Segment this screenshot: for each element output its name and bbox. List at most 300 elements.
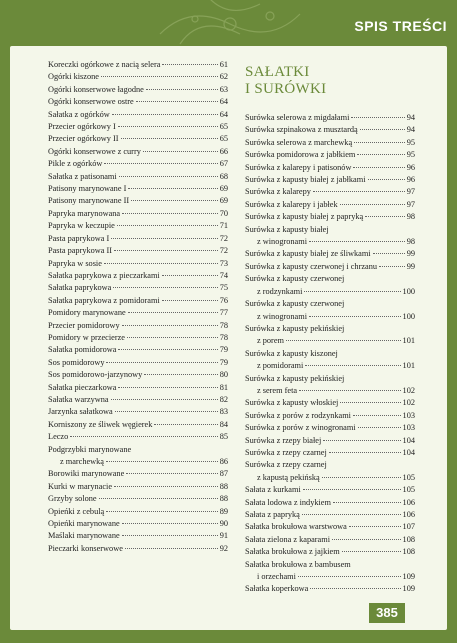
toc-entry-title: Sałata zielona z kaparami bbox=[245, 534, 330, 544]
dot-leader bbox=[162, 64, 217, 65]
dot-leader bbox=[118, 387, 217, 388]
toc-entry-title: Surówka z rzepy białej bbox=[245, 435, 322, 445]
toc-entry-title: Sos pomidorowy bbox=[48, 357, 105, 367]
toc-entry-page: 63 bbox=[219, 84, 228, 94]
toc-entry[interactable] bbox=[245, 174, 415, 186]
dot-leader bbox=[128, 188, 217, 189]
toc-entry-page: 83 bbox=[219, 407, 228, 417]
toc-entry-page: 69 bbox=[219, 184, 228, 194]
toc-entry-title: Patisony marynowane II bbox=[48, 196, 130, 206]
dot-leader bbox=[131, 200, 218, 201]
toc-entry-title: Leczo bbox=[48, 432, 69, 442]
toc-entry[interactable] bbox=[245, 534, 415, 546]
toc-entry-page: 70 bbox=[219, 208, 228, 218]
toc-entry-title: Sałatka paprykowa z pieczarkami bbox=[48, 270, 160, 280]
toc-entry-page: 99 bbox=[406, 261, 415, 271]
toc-entry-title: Sałata lodowa z indykiem bbox=[245, 497, 331, 507]
toc-entry[interactable] bbox=[245, 348, 415, 360]
toc-entry[interactable] bbox=[245, 286, 415, 298]
toc-entry-title: z winogronami bbox=[257, 237, 308, 247]
toc-entry[interactable] bbox=[48, 84, 228, 96]
dot-leader bbox=[305, 365, 400, 366]
toc-entry-page: 71 bbox=[219, 221, 228, 231]
dot-leader bbox=[310, 588, 400, 589]
toc-entry-title: Ogórki konserwowe łagodne bbox=[48, 84, 144, 94]
toc-entry[interactable] bbox=[245, 559, 415, 571]
dot-leader bbox=[117, 225, 218, 226]
dot-leader bbox=[125, 548, 218, 549]
dot-leader bbox=[104, 163, 217, 164]
toc-entry-page: 64 bbox=[219, 109, 228, 119]
toc-entry[interactable] bbox=[245, 298, 415, 310]
toc-entry-page: 86 bbox=[219, 457, 228, 466]
dot-leader bbox=[323, 440, 400, 441]
toc-entry[interactable] bbox=[48, 59, 228, 71]
dot-leader bbox=[298, 576, 401, 577]
toc-entry[interactable] bbox=[48, 506, 228, 518]
toc-entry-title: Surówka z kapusty białej ze śliwkami bbox=[245, 249, 371, 259]
toc-entry-page: 77 bbox=[219, 308, 228, 318]
dot-leader bbox=[309, 241, 405, 242]
toc-entry-title: Surówka z porów z rodzynkami bbox=[245, 410, 351, 420]
toc-entry[interactable] bbox=[48, 530, 228, 542]
toc-entry-page: 78 bbox=[219, 320, 228, 330]
toc-entry-title: Surówka szpinakowa z musztardą bbox=[245, 125, 358, 135]
toc-entry-page: 65 bbox=[219, 134, 228, 144]
toc-entry-page: 98 bbox=[406, 237, 415, 247]
toc-entry-page: 102 bbox=[402, 398, 415, 408]
dot-leader bbox=[122, 213, 218, 214]
toc-entry-page: 92 bbox=[219, 543, 228, 553]
dot-leader bbox=[351, 117, 404, 118]
toc-entry[interactable] bbox=[48, 121, 228, 133]
toc-entry[interactable] bbox=[245, 410, 415, 422]
toc-entry-page: 76 bbox=[219, 295, 228, 305]
toc-entry[interactable] bbox=[245, 124, 415, 136]
dot-leader bbox=[322, 477, 401, 478]
toc-entry-page: 106 bbox=[402, 510, 415, 519]
toc-entry-page: 82 bbox=[219, 394, 228, 404]
toc-entry-title: Papryka marynowana bbox=[48, 208, 121, 218]
toc-entry-page: 88 bbox=[219, 494, 228, 504]
dot-leader bbox=[118, 349, 217, 350]
toc-entry-title: Sałatka brokułowa z bambusem bbox=[245, 559, 351, 569]
toc-entry-title: Pomidory marynowane bbox=[48, 308, 126, 318]
toc-entry-page: 105 bbox=[402, 485, 415, 495]
toc-entry[interactable] bbox=[245, 273, 415, 285]
toc-entry[interactable] bbox=[48, 406, 228, 418]
toc-entry-page: 67 bbox=[219, 159, 228, 169]
toc-entry[interactable] bbox=[48, 468, 228, 480]
toc-entry-title: Sałatka z patisonami bbox=[48, 171, 117, 181]
toc-entry-title: z kapustą pekińską bbox=[257, 472, 320, 482]
toc-entry-page: 94 bbox=[406, 125, 415, 135]
dot-leader bbox=[299, 390, 400, 391]
toc-entry-page: 87 bbox=[219, 469, 228, 479]
toc-entry-page: 79 bbox=[219, 345, 228, 355]
toc-entry-page: 73 bbox=[219, 258, 228, 268]
toc-entry-title: Sałatka warzywna bbox=[48, 394, 109, 404]
toc-entry[interactable] bbox=[245, 546, 415, 558]
dot-leader bbox=[119, 176, 218, 177]
toc-entry-page: 66 bbox=[219, 146, 228, 156]
toc-entry[interactable] bbox=[245, 112, 415, 124]
toc-entry-page: 96 bbox=[406, 162, 415, 172]
toc-entry[interactable] bbox=[48, 233, 228, 245]
toc-entry-page: 106 bbox=[402, 497, 415, 507]
toc-entry[interactable] bbox=[48, 444, 228, 456]
toc-entry-page: 61 bbox=[219, 60, 228, 69]
toc-entry-page: 84 bbox=[219, 419, 228, 429]
toc-entry[interactable] bbox=[245, 497, 415, 509]
toc-entry-title: Surówka z kapusty pekińskiej bbox=[245, 373, 345, 383]
toc-entry-title: Surówka z kalarepy bbox=[245, 187, 311, 197]
toc-entry-title: z pomidorami bbox=[257, 361, 304, 371]
dot-leader bbox=[162, 275, 218, 276]
toc-entry[interactable] bbox=[245, 137, 415, 149]
toc-entry-title: Surówka selerowa z marchewką bbox=[245, 137, 353, 147]
toc-entry-title: Przecier pomidorowy bbox=[48, 320, 120, 330]
toc-entry-page: 105 bbox=[402, 472, 415, 482]
dot-leader bbox=[360, 129, 405, 130]
header-bar bbox=[0, 0, 457, 46]
toc-entry-title: Sałata z papryką bbox=[245, 510, 300, 519]
dot-leader bbox=[162, 300, 218, 301]
toc-entry-page: 62 bbox=[219, 72, 228, 82]
toc-entry[interactable] bbox=[48, 320, 228, 332]
toc-entry-page: 99 bbox=[406, 249, 415, 259]
toc-entry[interactable] bbox=[48, 71, 228, 83]
toc-entry[interactable] bbox=[245, 360, 415, 372]
toc-entry[interactable] bbox=[48, 258, 228, 270]
toc-entry-title: Sałatka paprykowa z pomidorami bbox=[48, 295, 160, 305]
toc-entry-title: z serem feta bbox=[257, 385, 298, 395]
toc-entry-title: z rodzynkami bbox=[257, 286, 303, 296]
footer-bar bbox=[0, 630, 457, 643]
toc-entry-title: z winogronami bbox=[257, 311, 308, 321]
toc-entry[interactable] bbox=[48, 394, 228, 406]
toc-entry-page: 98 bbox=[406, 212, 415, 222]
toc-entry-page: 100 bbox=[402, 311, 415, 321]
toc-entry-title: z marchewką bbox=[60, 457, 104, 466]
toc-entry-page: 72 bbox=[219, 233, 228, 243]
toc-entry[interactable] bbox=[48, 493, 228, 505]
dot-leader bbox=[302, 514, 401, 515]
dot-leader bbox=[114, 250, 218, 251]
toc-entry[interactable] bbox=[245, 484, 415, 496]
dot-leader bbox=[304, 291, 400, 292]
toc-entry-page: 85 bbox=[219, 432, 228, 442]
toc-entry-page: 72 bbox=[219, 246, 228, 256]
toc-entry[interactable] bbox=[48, 295, 228, 307]
dot-leader bbox=[122, 523, 218, 524]
dot-leader bbox=[106, 511, 217, 512]
toc-entry[interactable] bbox=[245, 186, 415, 198]
dot-leader bbox=[127, 337, 218, 338]
dot-leader bbox=[357, 154, 404, 155]
toc-entry[interactable] bbox=[245, 261, 415, 273]
dot-leader bbox=[136, 101, 218, 102]
toc-entry-page: 102 bbox=[402, 385, 415, 395]
toc-entry-page: 109 bbox=[402, 584, 415, 594]
toc-entry[interactable] bbox=[245, 323, 415, 335]
toc-entry[interactable] bbox=[245, 162, 415, 174]
toc-entry-title: Surówka z rzepy czarnej bbox=[245, 447, 327, 457]
dot-leader bbox=[113, 287, 217, 288]
toc-entry-title: Sałatka pieczarkowa bbox=[48, 382, 117, 392]
dot-leader bbox=[354, 142, 405, 143]
toc-entry[interactable] bbox=[48, 456, 228, 468]
toc-entry[interactable] bbox=[245, 571, 415, 583]
toc-entry-title: Sos pomidorowo-jarzynowy bbox=[48, 370, 143, 380]
dot-leader bbox=[373, 253, 405, 254]
dot-leader bbox=[70, 436, 217, 437]
dot-leader bbox=[340, 204, 405, 205]
toc-entry[interactable] bbox=[48, 195, 228, 207]
dot-leader bbox=[365, 216, 405, 217]
toc-entry[interactable] bbox=[245, 472, 415, 484]
toc-entry[interactable] bbox=[48, 332, 228, 344]
toc-entry[interactable] bbox=[48, 133, 228, 145]
toc-entry-page: 90 bbox=[219, 519, 228, 529]
dot-leader bbox=[122, 535, 218, 536]
toc-entry-title: Surówka z kapusty kiszonej bbox=[245, 348, 338, 358]
toc-entry[interactable] bbox=[48, 481, 228, 493]
toc-entry[interactable] bbox=[245, 311, 415, 323]
right-entries bbox=[245, 112, 415, 596]
toc-entry[interactable] bbox=[48, 245, 228, 257]
toc-entry-title: Surówka z porów z winogronami bbox=[245, 423, 356, 433]
toc-entry[interactable] bbox=[48, 369, 228, 381]
left-column bbox=[48, 59, 228, 555]
toc-entry-page: 69 bbox=[219, 196, 228, 206]
toc-entry-page: 103 bbox=[402, 410, 415, 420]
toc-entry[interactable] bbox=[48, 382, 228, 394]
toc-entry-title: Borowiki marynowane bbox=[48, 469, 125, 479]
dot-leader bbox=[332, 539, 401, 540]
dot-leader bbox=[122, 325, 218, 326]
page-title: SPIS TREŚCI bbox=[354, 18, 447, 34]
dot-leader bbox=[329, 452, 401, 453]
toc-entry-page: 95 bbox=[406, 150, 415, 160]
toc-entry-title: Pomidory w przecierze bbox=[48, 332, 125, 342]
right-column bbox=[245, 59, 415, 596]
dot-leader bbox=[106, 362, 217, 363]
section-title-line2: I SURÓWKI bbox=[245, 81, 327, 97]
toc-entry[interactable] bbox=[48, 282, 228, 294]
toc-entry-title: Sałata z kurkami bbox=[245, 485, 301, 495]
toc-entry-title: Pasta paprykowa II bbox=[48, 246, 113, 256]
toc-entry[interactable] bbox=[245, 236, 415, 248]
toc-entry[interactable] bbox=[245, 397, 415, 409]
dot-leader bbox=[112, 114, 218, 115]
toc-entry[interactable] bbox=[245, 521, 415, 533]
toc-entry-title: Sałatka brokułowa warstwowa bbox=[245, 522, 347, 532]
toc-entry-page: 75 bbox=[219, 283, 228, 293]
toc-entry[interactable] bbox=[245, 149, 415, 161]
section-title bbox=[245, 64, 415, 98]
toc-entry-title: Surówka pomidorowa z jabłkiem bbox=[245, 150, 356, 160]
toc-entry[interactable] bbox=[245, 583, 415, 595]
dot-leader bbox=[104, 263, 218, 264]
toc-entry-title: Przecier ogórkowy II bbox=[48, 134, 119, 144]
dot-leader bbox=[128, 312, 218, 313]
toc-entry[interactable] bbox=[245, 248, 415, 260]
toc-entry[interactable] bbox=[245, 459, 415, 471]
toc-entry-page: 91 bbox=[219, 531, 228, 541]
dot-leader bbox=[368, 179, 405, 180]
toc-entry[interactable] bbox=[48, 183, 228, 195]
toc-entry-title: Kurki w marynacie bbox=[48, 481, 113, 491]
toc-entry[interactable] bbox=[245, 435, 415, 447]
toc-entry-title: Surówka z kapusty pekińskiej bbox=[245, 323, 345, 333]
dot-leader bbox=[313, 191, 405, 192]
toc-entry[interactable] bbox=[245, 224, 415, 236]
page-number: 385 bbox=[369, 603, 405, 623]
toc-entry[interactable] bbox=[245, 211, 415, 223]
toc-entry[interactable] bbox=[48, 158, 228, 170]
toc-entry[interactable] bbox=[48, 171, 228, 183]
dot-leader bbox=[111, 399, 218, 400]
toc-entry-page: 97 bbox=[406, 199, 415, 209]
dot-leader bbox=[379, 266, 405, 267]
toc-entry-page: 74 bbox=[219, 270, 228, 280]
toc-entry-title: Ogórki kiszone bbox=[48, 72, 99, 82]
toc-entry-page: 108 bbox=[402, 534, 415, 544]
dot-leader bbox=[303, 489, 401, 490]
toc-entry-page: 101 bbox=[402, 336, 415, 346]
toc-entry-page: 100 bbox=[402, 286, 415, 296]
toc-entry-title: z porem bbox=[257, 336, 284, 346]
toc-entry-page: 68 bbox=[219, 171, 228, 181]
dot-leader bbox=[286, 340, 401, 341]
dot-leader bbox=[126, 473, 217, 474]
toc-entry-page: 109 bbox=[402, 572, 415, 582]
toc-entry-title: Surówka z kapusty białej bbox=[245, 224, 329, 234]
toc-entry-title: Ogórki konserwowe z curry bbox=[48, 146, 141, 156]
toc-entry[interactable] bbox=[48, 270, 228, 282]
toc-entry[interactable] bbox=[48, 109, 228, 121]
toc-entry-title: Surówka z kapusty czerwonej i chrzanu bbox=[245, 261, 378, 271]
dot-leader bbox=[154, 424, 217, 425]
toc-entry-title: Sałatka z ogórków bbox=[48, 109, 110, 119]
dot-leader bbox=[333, 502, 401, 503]
dot-leader bbox=[114, 486, 218, 487]
toc-entry-page: 65 bbox=[219, 122, 228, 132]
toc-entry-page: 97 bbox=[406, 187, 415, 197]
dot-leader bbox=[101, 76, 218, 77]
dot-leader bbox=[146, 89, 218, 90]
toc-entry-title: Surówka z kapusty białej z papryką bbox=[245, 212, 364, 222]
toc-entry-title: Opieńki marynowane bbox=[48, 519, 120, 529]
toc-entry-title: Sałatka koperkowa bbox=[245, 584, 309, 594]
toc-entry-page: 103 bbox=[402, 423, 415, 433]
toc-entry-title: Pasta paprykowa I bbox=[48, 233, 110, 243]
section-title-line1: SAŁATKI bbox=[245, 64, 310, 80]
toc-entry-page: 104 bbox=[402, 435, 415, 445]
toc-entry-page: 95 bbox=[406, 137, 415, 147]
toc-entry-title: Surówka z kalarepy i patisonów bbox=[245, 162, 352, 172]
toc-entry[interactable] bbox=[48, 220, 228, 232]
toc-entry-title: Surówka z kapusty czerwonej bbox=[245, 274, 345, 284]
toc-entry-title: Surówka z kapusty włoskiej bbox=[245, 398, 339, 408]
dot-leader bbox=[143, 151, 218, 152]
dot-leader bbox=[340, 402, 400, 403]
toc-entry-page: 64 bbox=[219, 97, 228, 107]
toc-entry[interactable] bbox=[48, 518, 228, 530]
toc-entry-title: Pieczarki konserwowe bbox=[48, 543, 123, 553]
dot-leader bbox=[342, 551, 401, 552]
dot-leader bbox=[121, 138, 218, 139]
dot-leader bbox=[144, 374, 217, 375]
toc-entry[interactable] bbox=[48, 357, 228, 369]
toc-entry-title: Surówka z kalarepy i jabłek bbox=[245, 199, 338, 209]
dot-leader bbox=[349, 526, 401, 527]
dot-leader bbox=[111, 238, 217, 239]
toc-entry-title: Przecier ogórkowy I bbox=[48, 122, 116, 132]
toc-entry[interactable] bbox=[245, 509, 415, 521]
toc-entry-title: Sałatka pomidorowa bbox=[48, 345, 117, 355]
toc-entry-page: 94 bbox=[406, 113, 415, 122]
toc-entry-title: Surówka z rzepy czarnej bbox=[245, 460, 327, 470]
toc-entry-title: Jarzynka sałatkowa bbox=[48, 407, 113, 417]
toc-entry-page: 78 bbox=[219, 332, 228, 342]
toc-entry-title: Papryka w sosie bbox=[48, 258, 102, 268]
toc-entry-title: Opieńki z cebulą bbox=[48, 506, 105, 516]
toc-entry[interactable] bbox=[245, 199, 415, 211]
toc-entry[interactable] bbox=[48, 543, 228, 555]
toc-entry-title: Patisony marynowane I bbox=[48, 184, 127, 194]
dot-leader bbox=[115, 411, 218, 412]
toc-entry[interactable] bbox=[245, 385, 415, 397]
toc-entry-page: 96 bbox=[406, 175, 415, 185]
toc-entry[interactable] bbox=[48, 208, 228, 220]
toc-entry[interactable] bbox=[245, 373, 415, 385]
toc-entry[interactable] bbox=[48, 431, 228, 443]
toc-entry-title: Surówka z kapusty czerwonej bbox=[245, 299, 345, 309]
toc-entry[interactable] bbox=[245, 335, 415, 347]
toc-entry-title: Pikle z ogórków bbox=[48, 159, 103, 169]
toc-entry[interactable] bbox=[48, 344, 228, 356]
dot-leader bbox=[118, 126, 218, 127]
toc-entry-page: 107 bbox=[402, 522, 415, 532]
toc-entry-title: Papryka w keczupie bbox=[48, 221, 115, 231]
toc-entry-page: 81 bbox=[219, 382, 228, 392]
toc-entry[interactable] bbox=[245, 447, 415, 459]
toc-entry-page: 104 bbox=[402, 447, 415, 457]
toc-entry-title: Maślaki marynowane bbox=[48, 531, 120, 541]
toc-entry[interactable] bbox=[48, 307, 228, 319]
toc-entry[interactable] bbox=[48, 419, 228, 431]
dot-leader bbox=[353, 415, 401, 416]
dot-leader bbox=[99, 498, 218, 499]
toc-entry-title: Sałatka brokułowa z jajkiem bbox=[245, 547, 340, 557]
toc-entry-title: Sałatka paprykowa bbox=[48, 283, 112, 293]
toc-entry[interactable] bbox=[48, 146, 228, 158]
toc-entry-title: i orzechami bbox=[257, 572, 296, 582]
dot-leader bbox=[353, 167, 404, 168]
dot-leader bbox=[106, 461, 218, 462]
toc-entry-title: Koreczki ogórkowe z nacią selera bbox=[48, 60, 161, 69]
toc-entry[interactable] bbox=[245, 422, 415, 434]
toc-entry-title: Podgrzybki marynowane bbox=[48, 444, 132, 454]
toc-entry-page: 88 bbox=[219, 481, 228, 491]
dot-leader bbox=[358, 427, 401, 428]
toc-entry-page: 89 bbox=[219, 506, 228, 516]
toc-entry-title: Korniszony ze śliwek węgierek bbox=[48, 419, 153, 429]
toc-entry[interactable] bbox=[48, 96, 228, 108]
dot-leader bbox=[309, 316, 401, 317]
